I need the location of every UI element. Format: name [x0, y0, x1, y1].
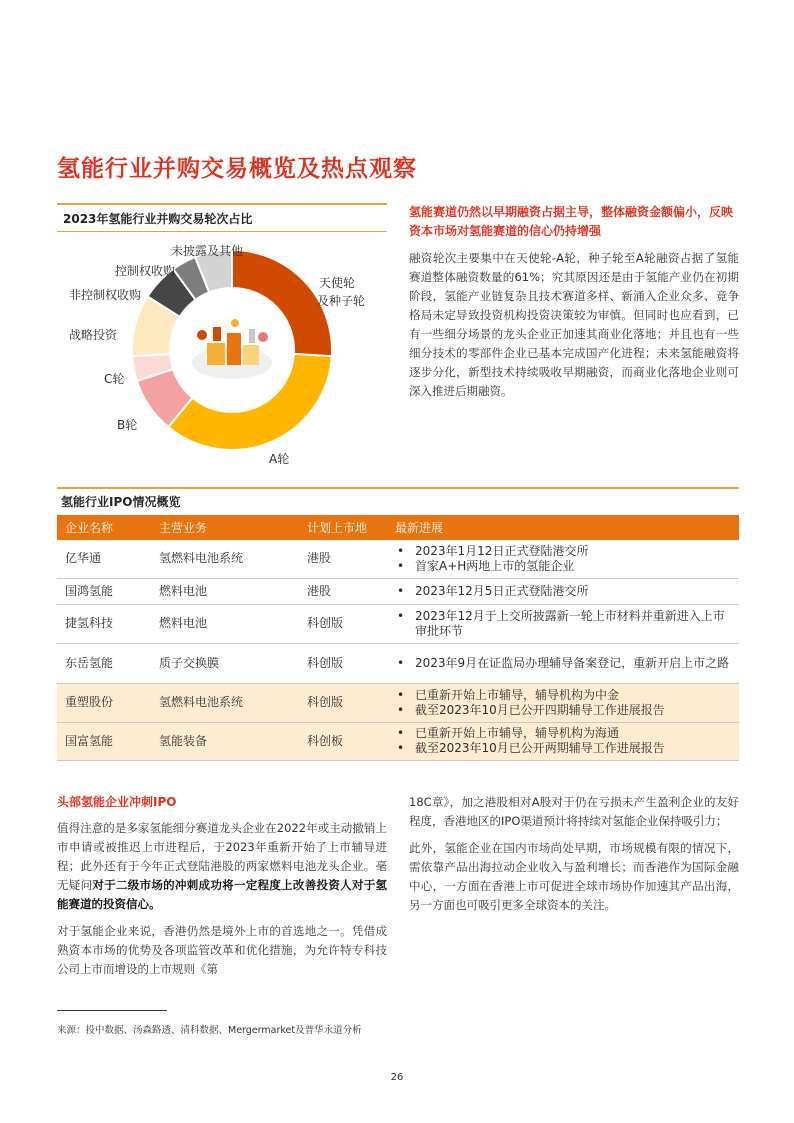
- market: 科创版: [299, 683, 387, 722]
- market: 科创板: [299, 722, 387, 760]
- progress-cell: [387, 578, 739, 604]
- label-strategic: 战略投资: [69, 328, 118, 342]
- table-row: [57, 578, 739, 604]
- right-column: [409, 203, 739, 401]
- company-name: 捷氢科技: [57, 604, 151, 643]
- label-non-control: 非控制权收购: [69, 288, 142, 302]
- progress-item: • 2023年12月5日正式登陆港交所: [395, 584, 731, 599]
- market: 港股: [299, 578, 387, 604]
- label-control: 控制权收购: [115, 264, 176, 278]
- footnote-source: 来源：投中数据、汤森路透、清科数据、Mergermarket及普华永道分析: [57, 1025, 362, 1036]
- business: 燃料电池: [151, 578, 299, 604]
- table-row: [57, 683, 739, 722]
- market: 科创版: [299, 604, 387, 643]
- label-seed-round: 及种子轮: [317, 294, 366, 308]
- progress-cell: [387, 604, 739, 643]
- right-body-text: 融资轮次主要集中在天使轮-A轮，种子轮至A轮融资占据了氢能赛道整体融资数量的61%；究其原因还是由于氢能产业仍在初期阶段，氢能产业链复杂且技术赛道多样、新涌入企业众多、竞争格局未定导致投资机构投资决策较为审慎。但同时也应看到，已有一些细分场景的龙头企业正加速其商业化落地；并且也有一些细分技术的零部件企业已基本完成国产化进程；未来氢能融资将逐步分化，新型技术持续吸收早期融资，而商业化落地企业则可深入推进后期融资。: [409, 251, 739, 398]
- highlight-summary: 氢能赛道仍然以早期融资占据主导，整体融资金额偏小，反映资本市场对氢能赛道的信心仍持增强: [409, 205, 734, 238]
- company-name: 亿华通: [57, 540, 151, 578]
- company-name: 国富氢能: [57, 722, 151, 760]
- progress-item: • 已重新开始上市辅导，辅导机构为海通: [395, 726, 731, 741]
- progress-item: • 2023年9月在证监局办理辅导备案登记，重新开启上市之路: [395, 656, 731, 671]
- table-row: [57, 540, 739, 578]
- label-angel-round: 天使轮: [319, 276, 356, 290]
- business: 燃料电池: [151, 604, 299, 643]
- business: 氢燃料电池系统: [151, 683, 299, 722]
- ipo-table: [57, 515, 739, 761]
- label-b-round: B轮: [117, 418, 138, 432]
- paragraph-1-text: 值得注意的是多家氢能细分赛道龙头企业在2022年或主动撤销上市申请或被推迟上市进程后，于2023年重新开始了上市辅导进程；此外还有于今年正式登陆港股的两家燃料电池龙头企业。毫无疑问: [57, 821, 387, 892]
- col-company: 企业名称: [57, 515, 151, 540]
- table-row: [57, 643, 739, 683]
- market: 科创版: [299, 643, 387, 683]
- page-title: 氢能行业并购交易概览及热点观察: [57, 156, 417, 182]
- company-name: 重塑股份: [57, 683, 151, 722]
- col-market: 计划上市地: [299, 515, 387, 540]
- col-business: 主营业务: [151, 515, 299, 540]
- paragraph-1-emphasis: 对于二级市场的冲刺成功将一定程度上改善投资人对于氢能赛道的投资信心。: [57, 878, 387, 911]
- market: 港股: [299, 540, 387, 578]
- business: 氢能装备: [151, 722, 299, 760]
- progress-cell: [387, 722, 739, 760]
- label-a-round: A轮: [269, 452, 290, 466]
- progress-item: • 已重新开始上市辅导，辅导机构为中金: [395, 688, 731, 703]
- col-progress: 最新进展: [387, 515, 739, 540]
- ipo-section-title: 头部氢能企业冲刺IPO: [57, 795, 177, 809]
- footnote-divider: [57, 1010, 167, 1011]
- label-undisclosed: 未披露及其他: [171, 244, 244, 258]
- chart-header: 2023年氢能行业并购交易轮次占比: [57, 203, 387, 232]
- page-number: 26: [390, 1072, 404, 1083]
- business: 质子交换膜: [151, 643, 299, 683]
- table-row: [57, 604, 739, 643]
- company-name: 东岳氢能: [57, 643, 151, 683]
- progress-cell: [387, 540, 739, 578]
- progress-cell: [387, 683, 739, 722]
- progress-item: • 截至2023年10月已公开两期辅导工作进展报告: [395, 741, 731, 756]
- ipo-header-row: [57, 515, 739, 540]
- label-c-round: C轮: [104, 372, 125, 386]
- progress-item: • 截至2023年10月已公开四期辅导工作进展报告: [395, 703, 731, 718]
- lower-right-column: [409, 793, 739, 923]
- paragraph-2: 对于氢能企业来说，香港仍然是境外上市的首选地之一。凭借成熟资本市场的优势及各项监管改革和优化措施，为允许特专科技公司上市而增设的上市规则《第: [57, 924, 387, 976]
- company-name: 国鸿氢能: [57, 578, 151, 604]
- ipo-section-header: 氢能行业IPO情况概览: [57, 487, 739, 515]
- progress-item: • 首家A+H两地上市的氢能企业: [395, 559, 731, 574]
- lower-left-column: [57, 793, 387, 987]
- donut-chart: [57, 235, 387, 475]
- paragraph-4: 此外，氢能企业在国内市场尚处早期，市场规模有限的情况下，需依靠产品出海拉动企业收入与盈利增长；而香港作为国际金融中心，一方面在香港上市可促进全球市场协作加速其产品出海，另一方面也可吸引更多全球资本的关注。: [409, 841, 739, 912]
- business: 氢燃料电池系统: [151, 540, 299, 578]
- progress-item: • 2023年12月于上交所披露新一轮上市材料并重新进入上市审批环节: [395, 609, 731, 639]
- progress-cell: [387, 643, 739, 683]
- paragraph-1: [57, 819, 387, 914]
- table-row: [57, 722, 739, 760]
- center-illustration: [175, 293, 289, 407]
- paragraph-3: 18C章》，加之港股相对A股对于仍在亏损未产生盈利企业的友好程度，香港地区的IPO渠道预计将持续对氢能企业保持吸引力；: [409, 795, 739, 828]
- progress-item: • 2023年1月12日正式登陆港交所: [395, 544, 731, 559]
